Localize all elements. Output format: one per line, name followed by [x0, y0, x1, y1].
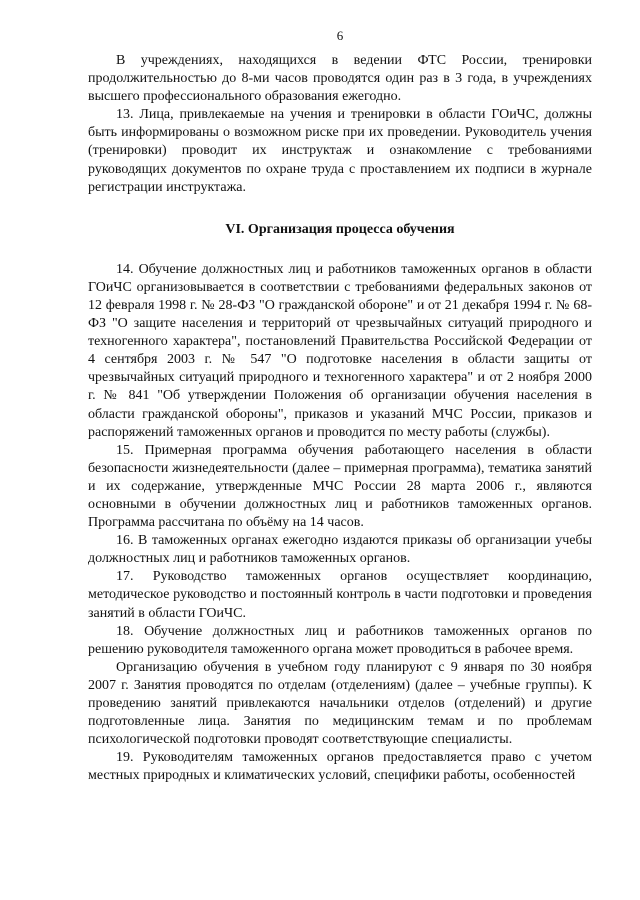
paragraph-training-schedule: Организацию обучения в учебном году планируют с 9 января по 30 ноября 2007 г. Занятия проводятся по отделам (отделениям) (далее – учебные группы). К проведению занятий привлекаются начальники отделов (отделений) и другие подготовленные лица. Занятия по медицинским темам и по проблемам психологической подготовки проводят соответствующие специалисты.: [88, 659, 592, 748]
paragraph-18: 18. Обучение должностных лиц и работников таможенных органов по решению руководителя таможенного органа может проводиться в рабочее время.: [88, 623, 592, 657]
paragraph-14: 14. Обучение должностных лиц и работников таможенных органов в области ГОиЧС организовывается в соответствии с требованиями федеральных законов от 12 февраля 1998 г. № 28-ФЗ "О гражданской обороне" и от 21 декабря 1994 г. № 68-ФЗ "О защите населения и территорий от чрезвычайных ситуаций природного и техногенного характера", постановлений Правительства Российской Федерации от 4 сентября 2003 г. № 547 "О подготовке населения в области защиты от чрезвычайных ситуаций природного и техногенного характера" и от 2 ноября 2000 г. № 841 "Об утверждении Положения об организации обучения населения в области гражданской обороны", приказов и указаний МЧС России, приказов и распоряжений таможенных органов и проводится по месту работы (службы).: [88, 261, 592, 440]
paragraph-15: 15. Примерная программа обучения работающего населения в области безопасности жизнедеятельности (далее – примерная программа), тематика занятий и их содержание, утвержденные МЧС России 28 марта 2006 г., являются основными в обучении должностных лиц и работников таможенных органов. Программа рассчитана по объёму на 14 часов.: [88, 442, 592, 531]
paragraph-17: 17. Руководство таможенных органов осуществляет координацию, методическое руководство и постоянный контроль в части подготовки и проведения занятий в области ГОиЧС.: [88, 569, 592, 621]
document-page: [88, 28, 592, 785]
paragraph-ftc-institutions: В учреждениях, находящихся в ведении ФТС России, тренировки продолжительностью до 8-ми часов проводятся один раз в 3 года, в учреждениях высшего профессионального образования ежегодно.: [88, 53, 592, 105]
paragraph-16: 16. В таможенных органах ежегодно издаются приказы об организации учебы должностных лиц и работников таможенных органов.: [88, 533, 592, 567]
paragraph-19: 19. Руководителям таможенных органов предоставляется право с учетом местных природных и климатических условий, специфики работы, особенностей: [88, 750, 592, 784]
paragraph-13: 13. Лица, привлекаемые на учения и тренировки в области ГОиЧС, должны быть информированы о возможном риске при их проведении. Руководитель учения (тренировки) проводит их инструктаж и ознакомление с требованиями руководящих документов по охране труда с проставлением их подписи в журнале регистрации инструктажа.: [88, 107, 592, 195]
section-heading: VI. Организация процесса обучения: [225, 221, 455, 237]
page-number: 6: [336, 28, 344, 43]
